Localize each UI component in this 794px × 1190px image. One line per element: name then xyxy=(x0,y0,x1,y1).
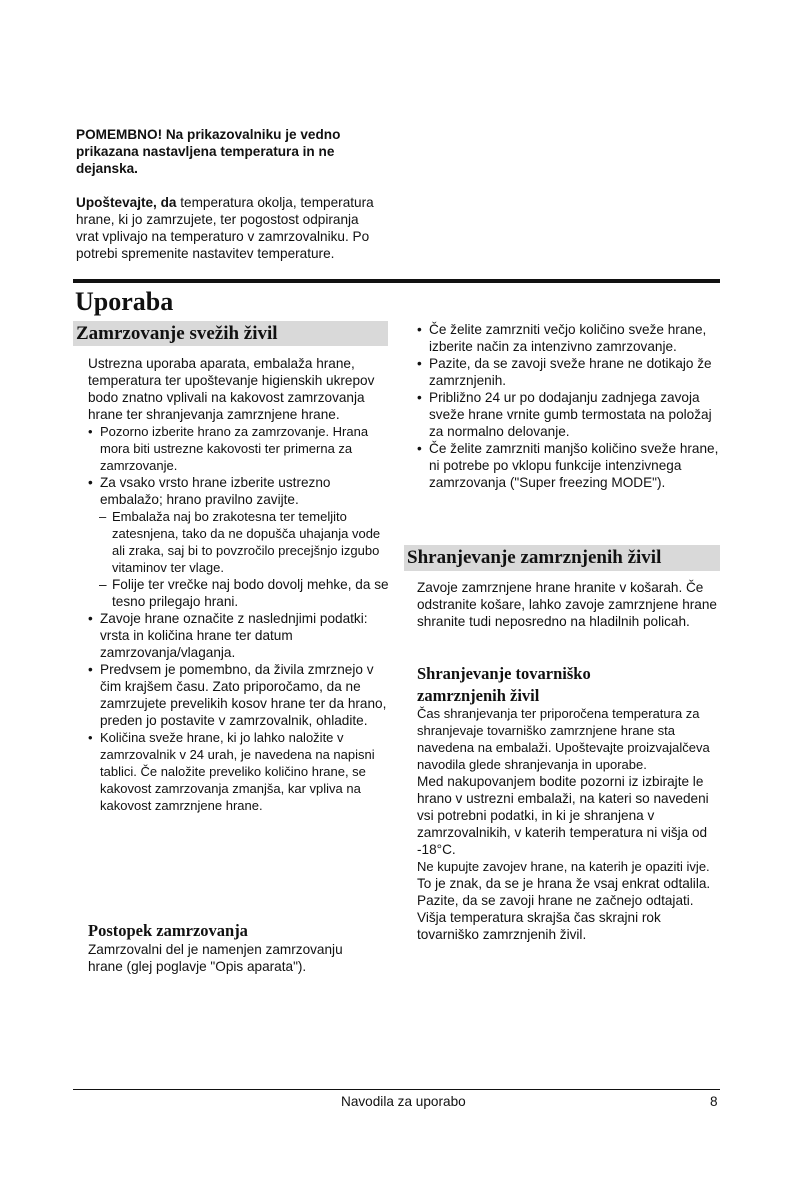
section-title-fresh-food: Zamrzovanje svežih živil xyxy=(73,321,388,346)
storage-text: Zavoje zamrznjene hrane hranite v košarah. Če odstranite košare, lahko zavoje zamrznjene hrane shranite tudi neposredno na hladilnih policah. xyxy=(417,580,717,629)
list-item: • Predvsem je pomembno, da živila zmrznejo v čim krajšem času. Zato priporočamo, da ne zamrzujete prevelikih kosov hrane ter da hrano, preden jo postavite v zamrzovalnik, ohladite. xyxy=(88,661,393,729)
procedure-text: Zamrzovalni del je namenjen zamrzovanju hrane (glej poglavje "Opis aparata"). xyxy=(88,942,343,974)
factory-paragraph: Ne kupujte zavojev hrane, na katerih je opaziti ivje. xyxy=(417,859,710,874)
list-item: • Pozorno izberite hrano za zamrzovanje. Hrana mora biti ustrezne kakovosti ter primerna za zamrzovanje. xyxy=(88,423,393,474)
factory-title-line-2: zamrznjenih živil xyxy=(417,686,540,705)
list-item: • Če želite zamrzniti manjšo količino sveže hrane, ni potrebe po vklopu funkcije intenzivnega zamrzovanja ("Super freezing MODE"). xyxy=(417,440,719,491)
factory-paragraph: To je znak, da se je hrana že vsaj enkrat odtalila. xyxy=(417,876,711,891)
important-notice xyxy=(76,126,376,177)
list-item: • Za vsako vrsto hrane izberite ustrezno embalažo; hrano pravilno zavijte. xyxy=(88,474,393,508)
factory-title-line-1: Shranjevanje tovarniško xyxy=(417,664,591,683)
factory-paragraph: Višja temperatura skrajša čas skrajni rok tovarniško zamrznjenih živil. xyxy=(417,910,661,942)
factory-paragraph: Pazite, da se zavoji hrane ne začnejo odtajati. xyxy=(417,893,694,908)
left-bullet-list xyxy=(88,423,393,814)
important-text: POMEMBNO! Na prikazovalniku je vedno prikazana nastavljena temperatura in ne dejanska. xyxy=(76,127,341,176)
chapter-rule xyxy=(73,279,720,283)
left-column-body xyxy=(88,355,393,814)
list-item-dash: – Folije ter vrečke naj bodo dovolj mehke, da se tesno prilegajo hrani. xyxy=(88,576,393,610)
list-item: • Pazite, da se zavoji sveže hrane ne dotikajo že zamrznjenih. xyxy=(417,355,719,389)
factory-paragraph: Čas shranjevanja ter priporočena temperatura za shranjevaje tovarniško zamrznjene hrane sta navedena na embalaži. Upoštevajte proizvajalčeva navodila glede shranjevanja in uporabe. xyxy=(417,706,710,772)
consider-text: temperatura okolja, temperatura hrane, ki jo zamrzujete, ter pogostost odpiranja vrat vplivajo na temperaturo v zamrzovalniku. Po potrebi spremenite nastavitev temperature. xyxy=(76,195,374,261)
list-item: • Približno 24 ur po dodajanju zadnjega zavoja sveže hrane vrnite gumb termostata na položaj za normalno delovanje. xyxy=(417,389,719,440)
footer-label: Navodila za uporabo xyxy=(341,1094,466,1109)
consider-notice xyxy=(76,194,376,262)
factory-frozen-body xyxy=(417,705,721,943)
list-item: • Če želite zamrzniti večjo količino sveže hrane, izberite način za intenzivno zamrzovanje. xyxy=(417,321,719,355)
list-item-dash: – Embalaža naj bo zrakotesna ter temeljito zatesnjena, tako da ne dopušča uhajanja vode ali zraka, saj bi to povzročilo precejšnjo izgubo vitaminov ter vlage. xyxy=(88,508,393,576)
list-item: • Zavoje hrane označite z naslednjimi podatki: vrsta in količina hrane ter datum zamrzovanja/vlaganja. xyxy=(88,610,393,661)
factory-frozen-title xyxy=(417,663,717,707)
left-intro: Ustrezna uporaba aparata, embalaža hrane, temperatura ter upoštevanje higienskih ukrepov bodo znatno vplivali na kakovost zamrzovanja hrane ter shranjevanja zamrznjene hrane. xyxy=(88,356,375,422)
chapter-title: Uporaba xyxy=(75,287,174,316)
factory-paragraph: Med nakupovanjem bodite pozorni iz izbirajte le hrano v ustrezni embalaži, na kateri so navedeni vsi potrebni podatki, in ki je shranjena v zamrzovalnikih, v katerih temperatura ni višja od -18°C. xyxy=(417,774,709,857)
consider-bold: Upoštevajte, da xyxy=(76,195,177,210)
footer-rule xyxy=(73,1089,720,1090)
procedure-title: Postopek zamrzovanja xyxy=(88,921,248,940)
right-bullet-list xyxy=(417,321,719,491)
list-item: • Količina sveže hrane, ki jo lahko naložite v zamrzovalnik v 24 urah, je navedena na napisni tablici. Če naložite preveliko količino hrane, se kakovost zamrzovanja zmanjša, kar vpliva na kakovost zamrznjene hrane. xyxy=(88,729,393,814)
page-number: 8 xyxy=(710,1094,718,1109)
section-title-frozen-storage: Shranjevanje zamrznjenih živil xyxy=(404,545,720,571)
